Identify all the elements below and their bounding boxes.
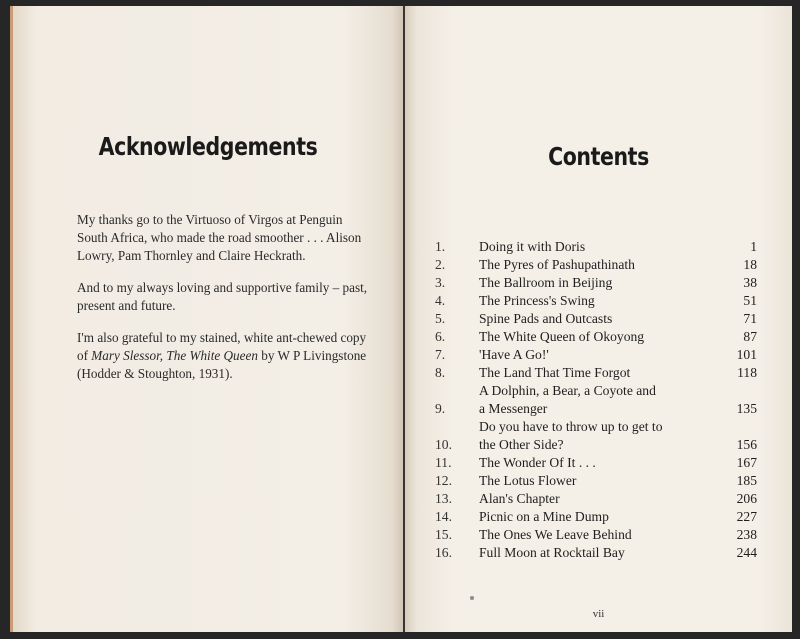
toc-entry-page: 118 [737, 365, 757, 380]
toc-entry-title-line: the Other Side? [479, 437, 564, 452]
toc-entry-number: 8. [435, 365, 446, 380]
toc-entry-title [479, 544, 709, 562]
page-number: vii [592, 608, 605, 620]
toc-entry-title [479, 346, 709, 364]
toc-entry [435, 310, 757, 328]
toc-entry-title [479, 364, 709, 382]
toc-entry-title-line: Full Moon at Rocktail Bay [479, 545, 625, 560]
toc-entry-title-line: Picnic on a Mine Dump [479, 509, 609, 524]
toc-entry-title [479, 328, 709, 346]
toc-entry-number: 16. [435, 545, 452, 560]
table-of-contents [435, 238, 757, 562]
toc-entry-title-line: The Lotus Flower [479, 473, 577, 488]
toc-entry-number: 1. [435, 239, 446, 254]
toc-entry-number: 14. [435, 509, 452, 524]
toc-entry-title-line: The Ones We Leave Behind [479, 527, 632, 542]
toc-entry [435, 544, 757, 562]
toc-entry-title-line: The Wonder Of It . . . [479, 455, 596, 470]
acknowledgements-text [77, 211, 373, 397]
toc-entry-title [479, 472, 709, 490]
toc-entry [435, 454, 757, 472]
toc-entry-page: 38 [743, 275, 757, 290]
toc-entry-title [479, 292, 709, 310]
toc-entry [435, 292, 757, 310]
toc-entry [435, 526, 757, 544]
toc-entry [435, 382, 757, 418]
toc-entry-page: 1 [750, 239, 757, 254]
toc-entry-number: 10. [435, 437, 452, 452]
toc-entry-page: 227 [736, 509, 757, 524]
toc-entry-number: 15. [435, 527, 452, 542]
toc-entry-title [479, 508, 709, 526]
toc-entry-title-line: 'Have A Go!' [479, 347, 549, 362]
ack-paragraph-3 [77, 329, 373, 383]
toc-entry [435, 256, 757, 274]
toc-entry-page: 185 [736, 473, 757, 488]
toc-entry-page: 71 [743, 311, 757, 326]
toc-entry-title [479, 418, 709, 454]
toc-entry-page: 51 [743, 293, 757, 308]
ack-paragraph-2: And to my always loving and supportive family – past, present and future. [77, 280, 368, 313]
toc-entry-title-line: The Ballroom in Beijing [479, 275, 613, 290]
toc-entry-title-line: a Messenger [479, 401, 548, 416]
toc-entry-title-line: The Princess's Swing [479, 293, 595, 308]
toc-entry-title-line: Doing it with Doris [479, 239, 586, 254]
ack-paragraph-1: My thanks go to the Virtuoso of Virgos at Penguin South Africa, who made the road smoother . . . Alison Lowry, Pam Thornley and Claire Heckrath. [77, 212, 362, 263]
toc-entry-number: 6. [435, 329, 446, 344]
toc-entry [435, 238, 757, 256]
toc-entry-number: 5. [435, 311, 446, 326]
toc-entry-page: 244 [736, 545, 757, 560]
toc-entry [435, 508, 757, 526]
toc-entry [435, 418, 757, 454]
acknowledgements-heading: Acknowledgements [98, 132, 318, 161]
toc-entry-title [479, 490, 709, 508]
toc-entry-number: 7. [435, 347, 446, 362]
toc-entry-number: 4. [435, 293, 446, 308]
toc-entry-title [479, 454, 709, 472]
toc-entry [435, 490, 757, 508]
toc-entry-title-line: Do you have to throw up to get to [479, 419, 663, 434]
toc-entry-title-line: Spine Pads and Outcasts [479, 311, 613, 326]
toc-entry-title [479, 526, 709, 544]
toc-entry-number: 13. [435, 491, 452, 506]
toc-entry-title [479, 256, 709, 274]
toc-entry-title [479, 310, 709, 328]
toc-entry-page: 238 [736, 527, 757, 542]
contents-heading: Contents [548, 142, 649, 171]
toc-entry-title [479, 382, 709, 418]
toc-entry [435, 346, 757, 364]
toc-entry [435, 328, 757, 346]
toc-entry-title [479, 238, 709, 256]
toc-entry-title-line: The Land That Time Forgot [479, 365, 631, 380]
toc-entry-title-line: Alan's Chapter [479, 491, 560, 506]
toc-entry [435, 364, 757, 382]
toc-entry-title-line: A Dolphin, a Bear, a Coyote and [479, 383, 656, 398]
toc-entry-number: 2. [435, 257, 446, 272]
toc-entry [435, 274, 757, 292]
book-title-italic: Mary Slessor, The White Queen [91, 348, 258, 363]
toc-entry-page: 135 [736, 401, 757, 416]
toc-entry-number: 11. [435, 455, 452, 470]
toc-entry [435, 472, 757, 490]
toc-entry-page: 156 [736, 437, 757, 452]
left-page [10, 6, 403, 632]
paper-speck [470, 596, 474, 600]
toc-entry-number: 9. [435, 401, 446, 416]
toc-entry-page: 87 [743, 329, 757, 344]
right-page [405, 6, 792, 632]
toc-entry-page: 101 [736, 347, 757, 362]
toc-entry-title-line: The White Queen of Okoyong [479, 329, 645, 344]
toc-entry-page: 18 [743, 257, 757, 272]
toc-entry-title-line: The Pyres of Pashupathinath [479, 257, 635, 272]
toc-entry-page: 167 [736, 455, 757, 470]
ack-paragraph-3-end: by W P Livingstone (Hodder & Stoughton, 1931). [77, 348, 367, 381]
toc-entry-title [479, 274, 709, 292]
toc-entry-number: 3. [435, 275, 446, 290]
toc-entry-page: 206 [736, 491, 757, 506]
ack-paragraph-3-start: I'm also grateful to my stained, white ant-chewed copy of [77, 330, 367, 363]
toc-entry-number: 12. [435, 473, 452, 488]
